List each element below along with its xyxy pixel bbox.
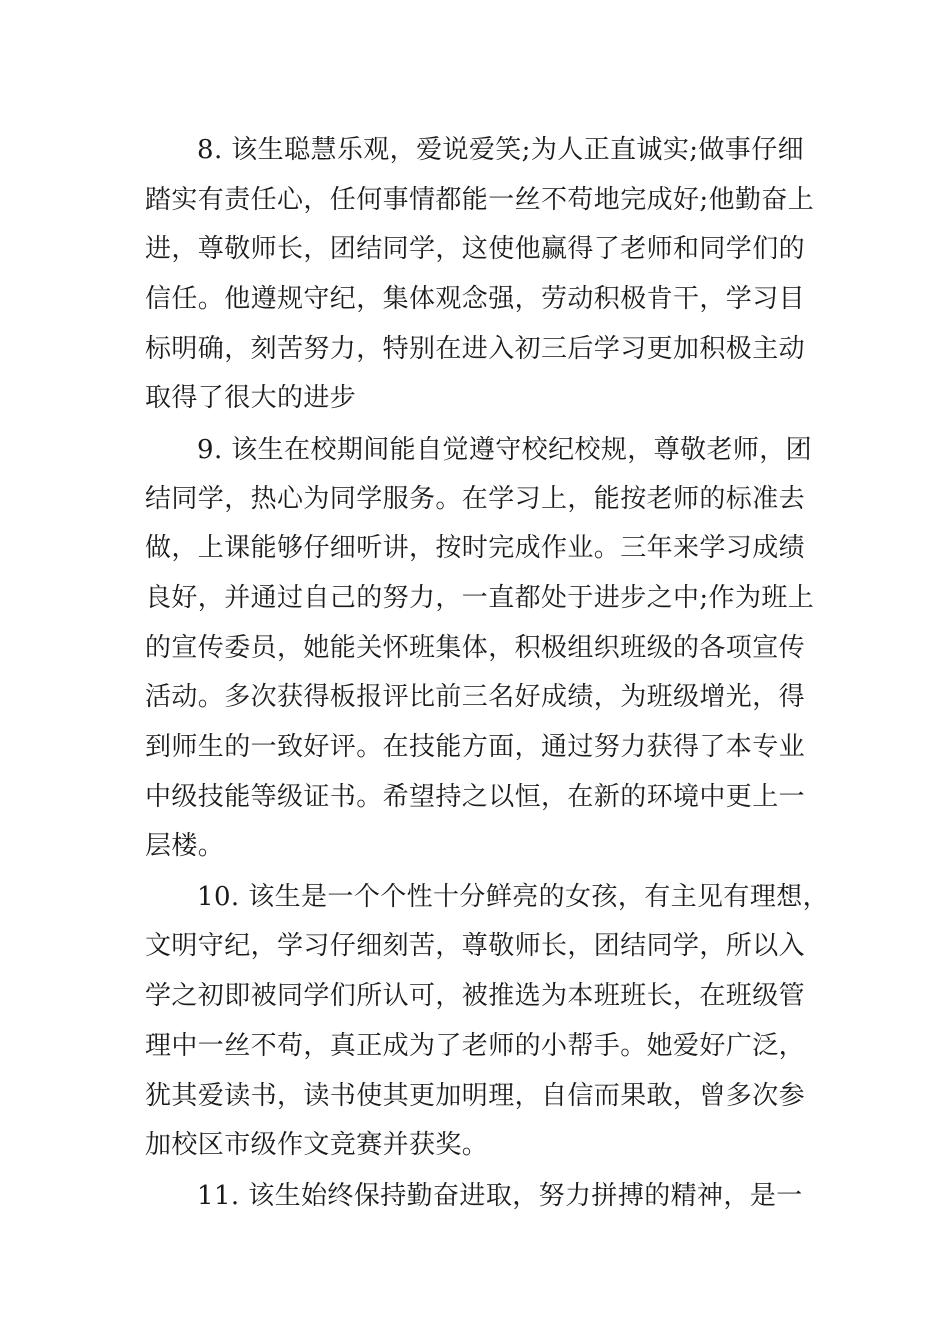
text-line: 进，尊敬师长，团结同学，这使他赢得了老师和同学们的 bbox=[145, 234, 806, 264]
text-line: 做，上课能够仔细听讲，按时完成作业。三年来学习成绩 bbox=[145, 533, 806, 563]
text-line: 文明守纪，学习仔细刻苦，尊敬师长，团结同学，所以入 bbox=[145, 931, 806, 961]
text-line: 8. 该生聪慧乐观，爱说爱笑;为人正直诚实;做事仔细 bbox=[197, 135, 804, 165]
text-line: 取得了很大的进步 bbox=[145, 383, 357, 413]
text-line: 理中一丝不苟，真正成为了老师的小帮手。她爱好广泛， bbox=[145, 1031, 806, 1061]
text-line: 结同学，热心为同学服务。在学习上，能按老师的标准去 bbox=[145, 484, 806, 514]
text-line: 踏实有责任心，任何事情都能一丝不苟地完成好;他勤奋上 bbox=[145, 185, 815, 215]
text-line: 的宣传委员，她能关怀班集体，积极组织班级的各项宣传 bbox=[145, 633, 806, 663]
text-line: 学之初即被同学们所认可，被推选为本班班长，在班级管 bbox=[145, 981, 806, 1011]
text-line: 活动。多次获得板报评比前三名好成绩，为班级增光，得 bbox=[145, 682, 806, 712]
text-line: 标明确，刻苦努力，特别在进入初三后学习更加积极主动 bbox=[145, 334, 806, 364]
text-line: 11. 该生始终保持勤奋进取，努力拼搏的精神，是一 bbox=[197, 1181, 803, 1211]
text-line: 到师生的一致好评。在技能方面，通过努力获得了本专业 bbox=[145, 732, 806, 762]
text-line: 9. 该生在校期间能自觉遵守校纪校规，尊敬老师，团 bbox=[197, 435, 813, 465]
text-line: 层楼。 bbox=[145, 831, 225, 861]
text-line: 10. 该生是一个个性十分鲜亮的女孩，有主见有理想， bbox=[197, 882, 830, 912]
text-line: 中级技能等级证书。希望持之以恒，在新的环境中更上一 bbox=[145, 782, 806, 812]
text-line: 良好，并通过自己的努力，一直都处于进步之中;作为班上 bbox=[145, 583, 815, 613]
text-line: 加校区市级作文竞赛并获奖。 bbox=[145, 1130, 489, 1160]
text-line: 信任。他遵规守纪，集体观念强，劳动积极肯干，学习目 bbox=[145, 284, 806, 314]
text-line: 犹其爱读书，读书使其更加明理，自信而果敢，曾多次参 bbox=[145, 1081, 806, 1111]
